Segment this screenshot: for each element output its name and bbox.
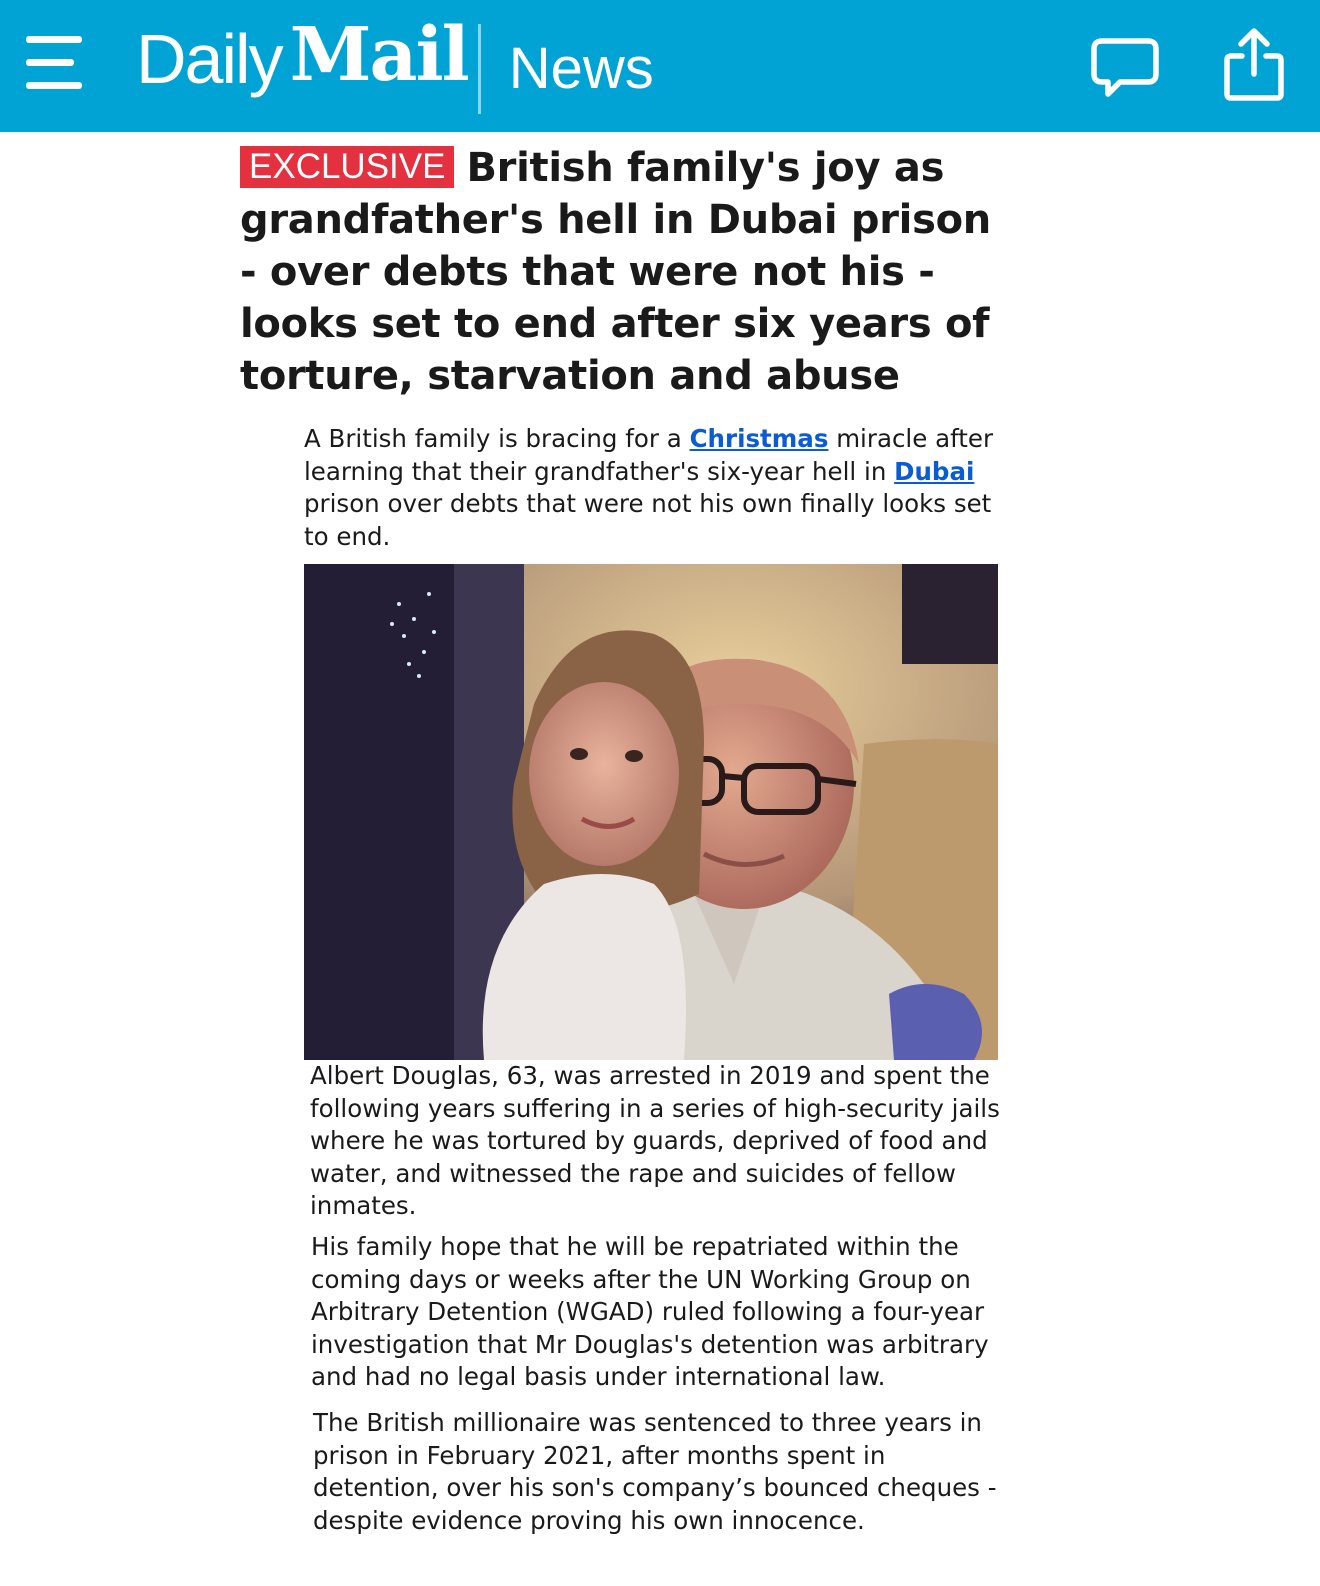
dubai-link[interactable]: Dubai xyxy=(894,456,975,486)
article-headline xyxy=(240,142,1020,402)
menu-icon[interactable] xyxy=(26,30,82,94)
paragraph-3: The British millionaire was sentenced to three years in prison in February 2021, after months spent in detention, over his son's company’s bounced cheques - despite evidence proving his own innocence. xyxy=(313,1408,997,1535)
app-header xyxy=(0,0,1320,132)
christmas-link[interactable]: Christmas xyxy=(689,424,829,453)
headline-text: British family's joy as grandfather's hell in Dubai prison - over debts that were not his - looks set to end after six years of torture, starvation and abuse xyxy=(240,145,991,399)
comment-icon[interactable] xyxy=(1090,36,1160,100)
article-intro xyxy=(304,423,1004,553)
brand-daily: Daily xyxy=(136,20,282,98)
paragraph-1: Albert Douglas, 63, was arrested in 2019 and spent the following years suffering in a series of high-security jails where he was tortured by guards, deprived of food and water, and witnessed the rape and suicides of fellow inmates. xyxy=(310,1061,1000,1221)
brand-logo[interactable] xyxy=(136,14,654,114)
article-photo xyxy=(304,564,998,1060)
section-title: News xyxy=(508,36,654,101)
paragraph-2: His family hope that he will be repatriated within the coming days or weeks after the UN Working Group on Arbitrary Detention (WGAD) ruled following a four-year investigation that Mr Douglas's detention was arbitrary and had no legal basis under international law. xyxy=(311,1232,989,1392)
intro-text-3: prison over debts that were not his own finally looks set to end. xyxy=(304,489,992,551)
intro-text-2: miracle after learning that their grandfather's six-year hell in xyxy=(304,424,994,486)
brand-mail: Mail xyxy=(289,12,468,98)
share-icon[interactable] xyxy=(1222,26,1286,102)
intro-text-1: A British family is bracing for a xyxy=(304,424,690,453)
brand-divider xyxy=(478,24,481,114)
exclusive-badge: EXCLUSIVE xyxy=(240,146,454,188)
